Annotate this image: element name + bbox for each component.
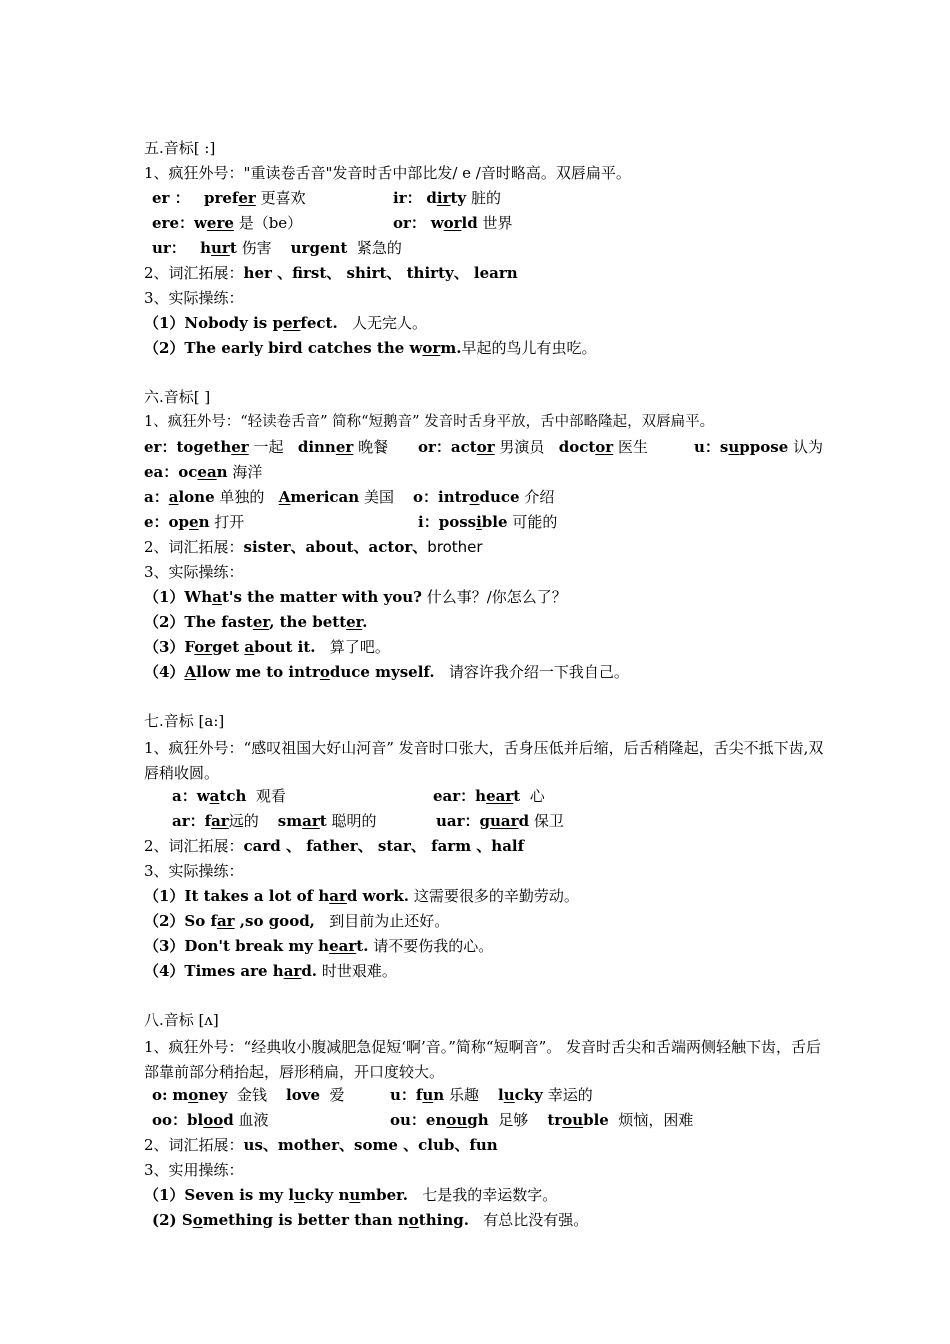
s6-row-d: e：open 打开	[144, 513, 245, 531]
s5-row2b: or： world 世界	[393, 214, 513, 232]
s6-practice-1: （1）What's the matter with you? 什么事？/你怎么了？	[144, 588, 567, 606]
s7-practice-title: 3、实际操练：	[144, 862, 244, 880]
s6-practice-3: （3）Forget about it. 算了吧。	[144, 638, 390, 656]
s5-row2a: ere：were 是（be）	[152, 214, 303, 232]
s5-row1a: er ： prefer 更喜欢	[152, 189, 306, 207]
s5-practice-2: （2）The early bird catches the worm.早起的鸟儿有虫吃。	[144, 339, 597, 357]
s6-heading: 六.音标[ ]	[144, 388, 211, 406]
s7-heading: 七.音标 [a:]	[144, 712, 225, 730]
s7-practice-2: （2）So far ,so good, 到目前为止还好。	[144, 912, 450, 930]
s7-practice-1: （1）It takes a lot of hard work. 这需要很多的辛勤劳动。	[144, 887, 579, 905]
s7-row2a: ar：far远的 smart 聪明的	[172, 812, 377, 830]
s7-desc: 1、疯狂外号：“感叹祖国大好山河音” 发音时口张大，舌身压低并后缩，后舌稍隆起，舌尖不抵下齿,双唇稍收圆。	[144, 739, 824, 782]
s5-row3: ur： hurt 伤害 urgent 紧急的	[152, 239, 402, 257]
s8-row2: oo：blood 血液	[152, 1111, 269, 1129]
s6-practice-title: 3、实际操练：	[144, 563, 244, 581]
s8-vocab: 2、词汇拓展：us、mother、some 、club、fun	[144, 1136, 498, 1154]
s6-practice-2: （2）The faster, the better.	[144, 613, 368, 631]
s7-row2b: uar：guard 保卫	[436, 812, 564, 830]
s6-row-b: ea：ocean 海洋	[144, 463, 263, 481]
s8-row1: o: money 金钱 love 爱	[152, 1086, 345, 1104]
s6-row-c: a：alone 单独的 American 美国	[144, 488, 394, 506]
s7-vocab: 2、词汇拓展：card 、 father、 star、 farm 、half	[144, 837, 525, 855]
s6-row-c2: o：introduce 介绍	[413, 488, 555, 506]
s8-desc: 1、疯狂外号：“经典收小腹减肥急促短‘啊’音。”简称“短啊音”。 发音时舌尖和舌端两侧轻触下齿，舌后部靠前部分稍抬起，唇形稍扁，开口度较大。	[144, 1038, 822, 1081]
s7-practice-4: （4）Times are hard. 时世艰难。	[144, 962, 397, 980]
s5-desc: 1、疯狂外号："重读卷舌音"发音时舌中部比发/ e /音时略高。双唇扁平。	[144, 164, 631, 182]
s8-practice-1: （1）Seven is my lucky number. 七是我的幸运数字。	[144, 1186, 558, 1204]
s5-heading: 五.音标[ :]	[144, 139, 216, 157]
s6-desc: 1、疯狂外号：“轻读卷舌音” 简称“短鹅音” 发音时舌身平放，舌中部略隆起，双唇扁平。	[144, 414, 715, 430]
s7-row1b: ear：heart 心	[433, 787, 545, 805]
s6-practice-4: （4）Allow me to introduce myself. 请容许我介绍一下我自己。	[144, 663, 629, 681]
s8-row2b: ou：enough 足够 trouble 烦恼，困难	[390, 1111, 694, 1129]
s6-row-a3: u：suppose 认为	[694, 438, 824, 456]
s7-practice-3: （3）Don't break my heart. 请不要伤我的心。	[144, 937, 494, 955]
s5-vocab: 2、词汇拓展：her 、first、 shirt、 thirty、 learn	[144, 264, 518, 282]
s6-row-d2: i：possible 可能的	[418, 513, 558, 531]
s6-vocab: 2、词汇拓展：sister、about、actor、brother	[144, 538, 483, 556]
s6-row-a2: or：actor 男演员 doctor 医生	[418, 438, 649, 456]
s8-heading: 八.音标 [ʌ]	[144, 1011, 219, 1029]
s8-practice-title: 3、实用操练：	[144, 1161, 244, 1179]
s8-practice-2: (2) Something is better than nothing. 有总比没有强。	[152, 1211, 589, 1229]
s8-row1b: u：fun 乐趣 lucky 幸运的	[390, 1086, 593, 1104]
s5-row1b: ir： dirty 脏的	[393, 189, 501, 207]
s5-practice-title: 3、实际操练：	[144, 289, 244, 307]
s5-practice-1: （1）Nobody is perfect. 人无完人。	[144, 314, 427, 332]
s6-row-a: er：together 一起 dinner 晚餐	[144, 438, 389, 456]
s7-row1a: a：watch 观看	[172, 787, 286, 805]
